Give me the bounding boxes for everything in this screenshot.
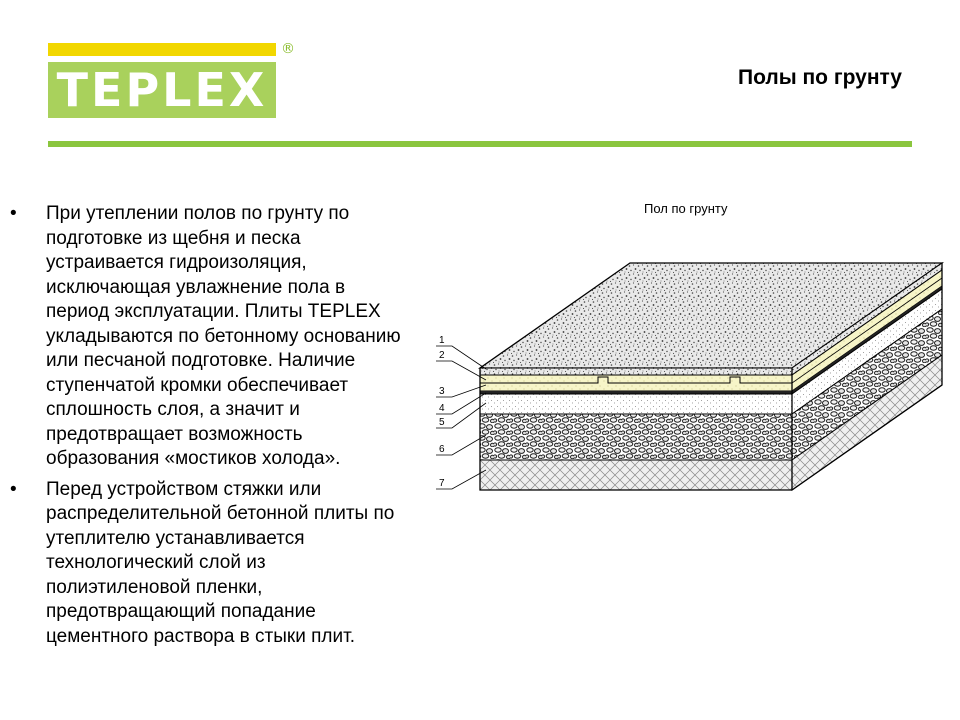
layer-label-3: 3	[439, 386, 445, 397]
bullet-item	[10, 478, 410, 650]
bullet-text: Перед устройством стяжки или распределительной бетонной плиты по утеплителю устанавливается технологический слой из полиэтиленовой пленки, предотвращающий попадание цементного раствора в стыки плит.	[46, 478, 395, 647]
bullet-text: При утеплении полов по грунту по подготовке из щебня и песка устраивается гидроизоляция, исключающая увлажнение пола в период эксплуатации. Плиты TEPLEX укладываются по бетонному основанию или песчаной подготовке. Наличие ступенчатой кромки обеспечивает сплошность слоя, а значит и предотвращает возможность образования «мостиков холода».	[46, 203, 401, 469]
diagram-caption: Пол по грунту	[644, 201, 728, 216]
bullet-list	[10, 202, 410, 655]
teplex-logo	[48, 62, 276, 118]
layer-label-2: 2	[439, 350, 445, 361]
layer-label-6: 6	[439, 444, 445, 455]
layer-label-5: 5	[439, 417, 445, 428]
logo-accent-bar	[48, 43, 276, 56]
registered-mark: ®	[281, 41, 295, 57]
layer-label-7: 7	[439, 478, 445, 489]
header-divider	[48, 141, 912, 147]
bullet-icon: •	[10, 478, 17, 500]
floor-section-diagram	[430, 255, 950, 500]
layer-label-4: 4	[439, 403, 445, 414]
logo-text: TEPLEX	[56, 63, 268, 117]
layer-label-1: 1	[439, 335, 445, 346]
page-title: Полы по грунту	[737, 66, 902, 89]
bullet-item	[10, 202, 410, 472]
bullet-icon: •	[10, 203, 17, 224]
